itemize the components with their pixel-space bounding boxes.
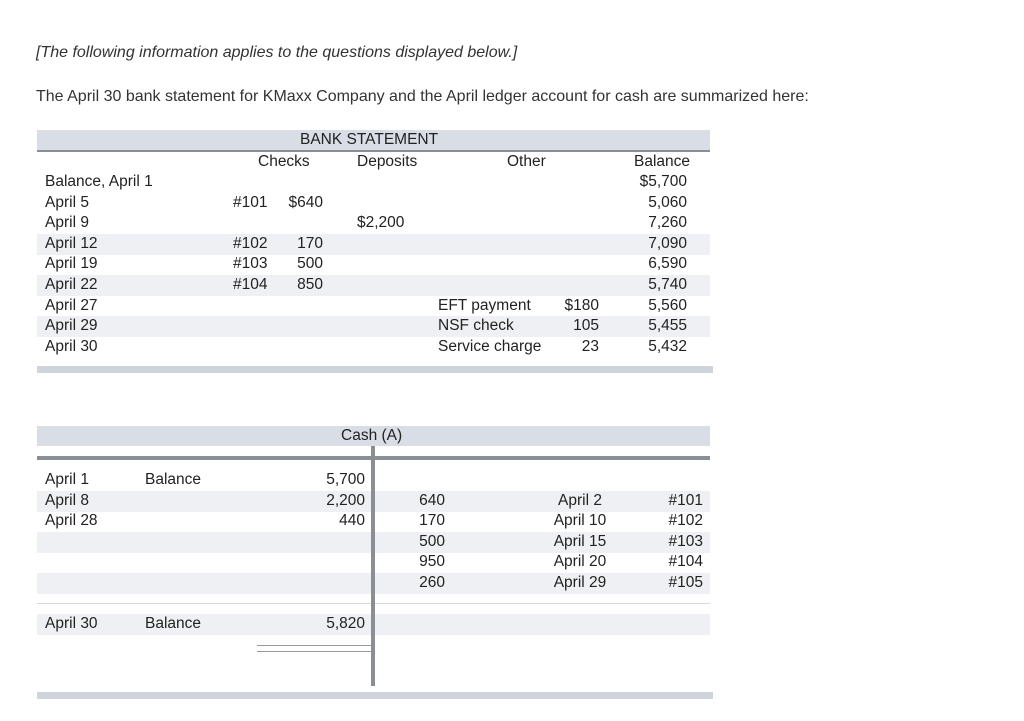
bank-date: April 9: [45, 214, 89, 232]
credit-check-ref: #102: [668, 512, 703, 530]
bank-row: [37, 234, 710, 255]
bank-row: [37, 296, 710, 317]
balance-amount: 5,060: [648, 193, 687, 211]
debit-date: April 8: [45, 491, 89, 509]
bank-row: [37, 316, 710, 337]
other-amount: 105: [573, 317, 599, 335]
debit-date: April 28: [45, 512, 98, 530]
balance-amount: 7,260: [648, 214, 687, 232]
bank-row: [37, 213, 710, 234]
double-underline: [257, 651, 371, 652]
check-number: #101: [233, 193, 268, 211]
bank-date: April 12: [45, 234, 98, 252]
balance-amount: 5,740: [648, 276, 687, 293]
col-header-checks: Checks: [258, 153, 310, 170]
credit-check-ref: #104: [668, 553, 703, 571]
check-number: #102: [233, 234, 268, 252]
bank-row: [37, 254, 710, 275]
bank-date: April 5: [45, 193, 89, 211]
debit-date: April 1: [45, 471, 89, 488]
bank-row: [37, 172, 710, 193]
cash-account-title: Cash (A): [341, 427, 403, 444]
check-amount: $640: [288, 193, 323, 211]
balance-amount: 5,455: [648, 317, 687, 335]
credit-date: April 29: [553, 574, 607, 591]
credit-amount: 950: [419, 553, 445, 571]
check-amount: 500: [297, 255, 323, 273]
other-description: Service charge: [438, 337, 542, 355]
bank-date: April 22: [45, 276, 98, 293]
bank-date: April 19: [45, 255, 98, 273]
header-divider: [37, 150, 710, 152]
check-amount: 850: [297, 276, 323, 293]
bank-row: [37, 337, 710, 358]
balance-amount: 7,090: [648, 234, 687, 252]
credit-amount: 170: [419, 512, 445, 530]
other-description: NSF check: [438, 317, 514, 335]
check-number: #103: [233, 255, 268, 273]
col-header-deposits: Deposits: [357, 153, 418, 170]
debit-description: Balance: [145, 471, 202, 488]
credit-check-ref: #103: [668, 532, 703, 550]
bank-row: [37, 193, 710, 214]
credit-date: April 2: [558, 491, 602, 509]
double-underline: [257, 645, 371, 646]
bank-date: April 27: [45, 296, 98, 314]
credit-date: April 15: [553, 532, 607, 550]
bank-date: April 30: [45, 337, 98, 355]
bank-date: April 29: [45, 317, 98, 335]
credit-amount: 500: [419, 532, 445, 550]
bank-statement-title: BANK STATEMENT: [300, 131, 439, 148]
col-header-balance: Balance: [634, 153, 691, 170]
credit-check-ref: #101: [668, 491, 703, 509]
table-footer-bar: [37, 366, 713, 373]
check-number: #104: [233, 276, 268, 293]
credit-date: April 10: [553, 512, 607, 530]
other-amount: $180: [564, 296, 599, 314]
deposit-amount: $2,200: [357, 214, 405, 232]
col-header-other: Other: [507, 153, 546, 170]
bank-row: [37, 275, 710, 296]
check-amount: 170: [297, 234, 323, 252]
balance-amount: $5,700: [639, 173, 687, 190]
other-description: EFT payment: [438, 296, 531, 314]
bank-date: Balance, April 1: [45, 173, 153, 190]
ending-date: April 30: [45, 615, 98, 632]
credit-date: April 20: [553, 553, 607, 571]
credit-amount: 640: [419, 491, 445, 509]
intro-text: The April 30 bank statement for KMaxx Company and the April ledger account for cash are summarized here:: [36, 88, 809, 105]
table-footer-bar: [37, 692, 713, 699]
t-account-vertical-line: [371, 446, 375, 686]
debit-amount: 440: [339, 512, 365, 530]
credit-check-ref: #105: [668, 574, 703, 591]
ending-amount: 5,820: [326, 615, 365, 632]
ending-desc: Balance: [145, 615, 202, 632]
balance-amount: 5,560: [648, 296, 687, 314]
balance-amount: 6,590: [648, 255, 687, 273]
credit-amount: 260: [419, 574, 445, 591]
other-amount: 23: [581, 337, 599, 355]
balance-amount: 5,432: [648, 337, 687, 355]
instruction-note: [The following information applies to the questions displayed below.]: [36, 44, 518, 61]
debit-amount: 2,200: [326, 491, 365, 509]
debit-amount: 5,700: [326, 471, 365, 488]
